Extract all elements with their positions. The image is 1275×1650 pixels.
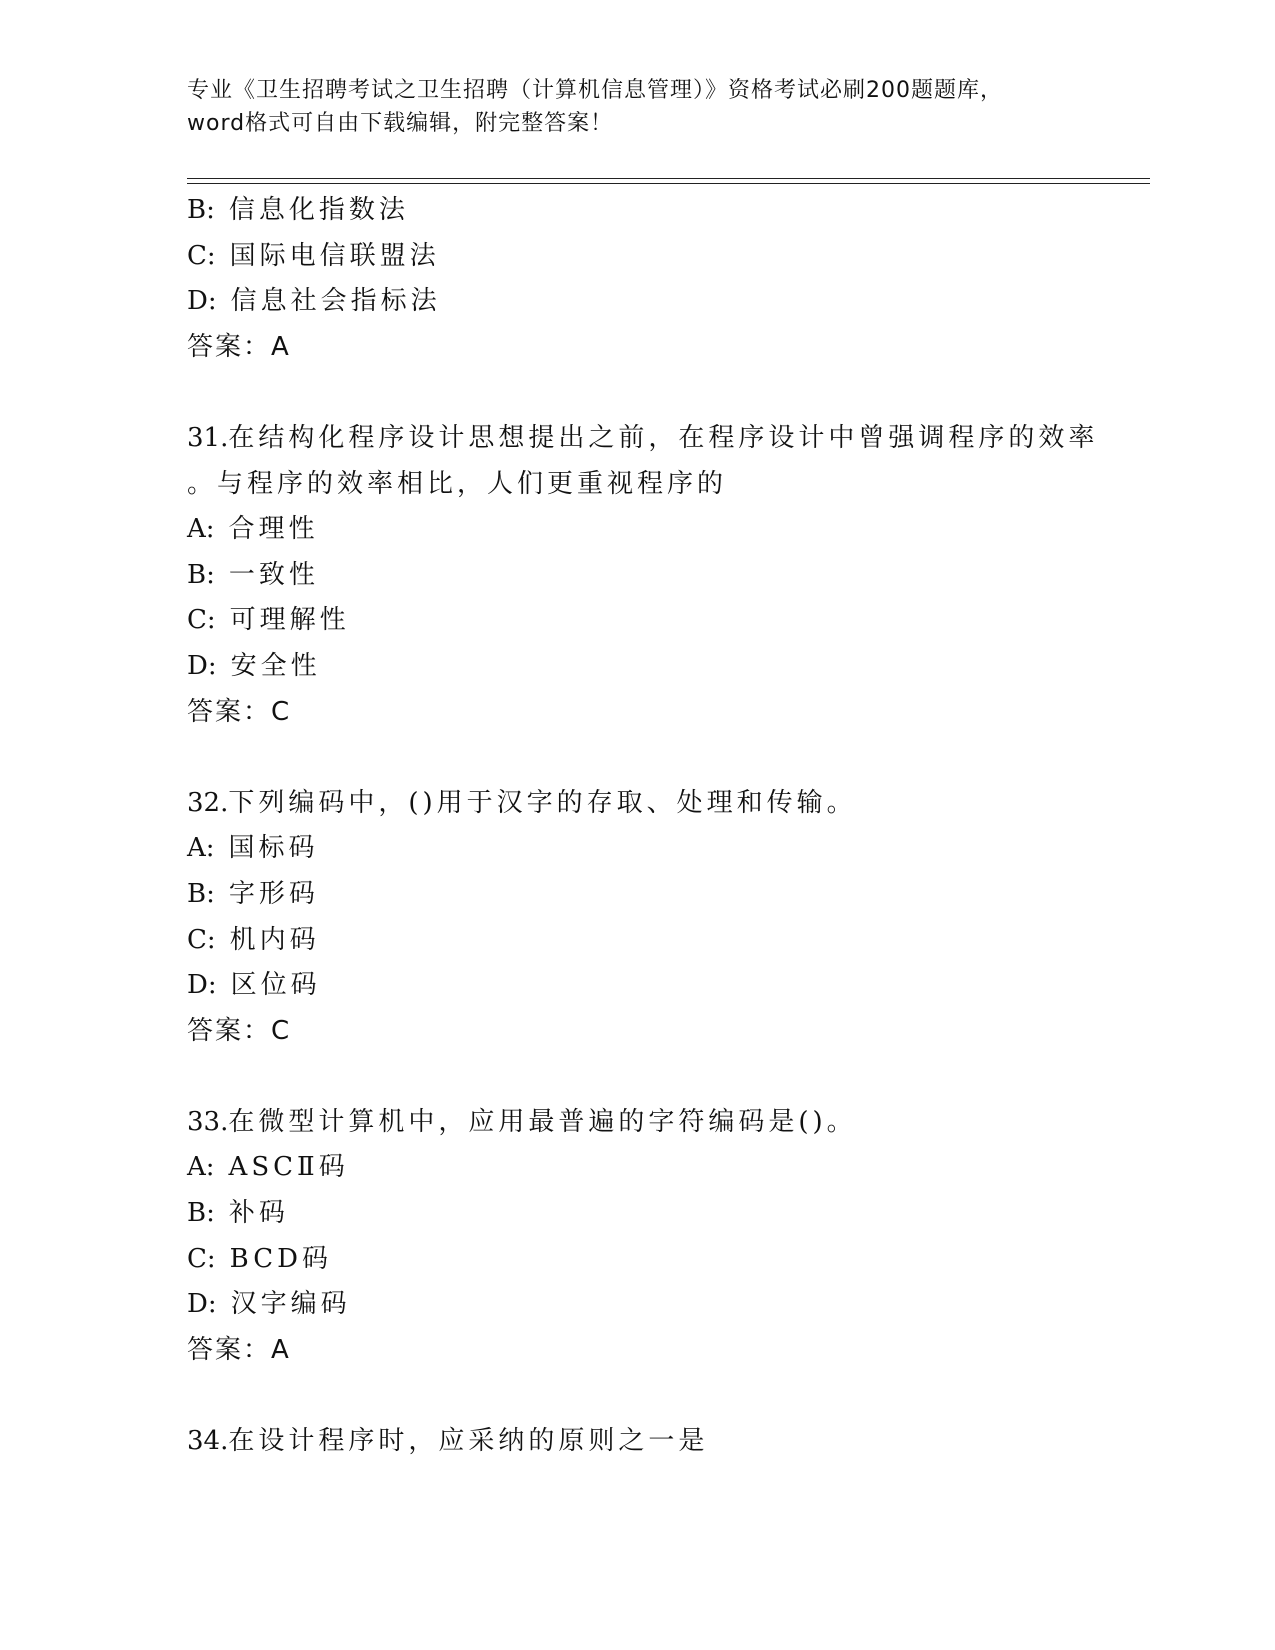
header-line-2: word格式可自由下载编辑，附完整答案！ xyxy=(187,111,614,136)
answer-line: 答案：C xyxy=(187,1015,292,1046)
question-number: 33. xyxy=(187,1106,229,1137)
option-letter: C: xyxy=(187,1243,216,1274)
option-d xyxy=(187,279,1150,325)
option-letter: D: xyxy=(187,650,217,681)
option-d xyxy=(187,1282,1150,1328)
option-text: ASCⅡ码 xyxy=(228,1152,349,1183)
option-letter: A: xyxy=(187,1152,215,1183)
question-33 xyxy=(187,1100,1150,1374)
question-31 xyxy=(187,416,1150,735)
question-stem xyxy=(187,416,1150,462)
option-letter: D: xyxy=(187,970,217,1001)
option-d xyxy=(187,963,1150,1009)
question-stem xyxy=(187,781,1150,827)
option-c xyxy=(187,234,1150,280)
option-b xyxy=(187,872,1150,918)
option-text: 可理解性 xyxy=(229,605,350,636)
option-text: 合理性 xyxy=(228,514,319,545)
answer-line: 答案：A xyxy=(187,331,291,362)
question-list xyxy=(187,188,1150,1465)
option-text: 补码 xyxy=(228,1198,289,1229)
question-text: 在结构化程序设计思想提出之前，在程序设计中曾强调程序的效率 xyxy=(228,422,1099,453)
option-letter: B: xyxy=(187,878,215,909)
option-text: 国标码 xyxy=(228,833,319,864)
spacer xyxy=(187,370,1150,416)
option-text: 字形码 xyxy=(228,878,319,909)
option-text: 区位码 xyxy=(230,970,321,1001)
document-header xyxy=(187,74,1087,140)
question-stem-continued: 。与程序的效率相比，人们更重视程序的 xyxy=(187,468,728,499)
question-30 xyxy=(187,188,1150,370)
header-line-1: 专业《卫生招聘考试之卫生招聘（计算机信息管理）》资格考试必刷200题题库， xyxy=(187,78,1003,103)
question-32 xyxy=(187,781,1150,1055)
option-b xyxy=(187,188,1150,234)
option-letter: A: xyxy=(187,833,215,864)
option-d xyxy=(187,644,1150,690)
option-letter: B: xyxy=(187,559,215,590)
option-a xyxy=(187,507,1150,553)
option-letter: D: xyxy=(187,286,217,317)
option-text: 国际电信联盟法 xyxy=(229,240,440,271)
question-number: 32. xyxy=(187,787,229,818)
question-text: 在设计程序时，应采纳的原则之一是 xyxy=(228,1426,709,1457)
option-letter: C: xyxy=(187,605,216,636)
option-letter: A: xyxy=(187,514,215,545)
question-stem xyxy=(187,1419,1150,1465)
option-b xyxy=(187,1191,1150,1237)
answer-line: 答案：C xyxy=(187,696,292,727)
option-text: 信息社会指标法 xyxy=(230,286,441,317)
question-stem xyxy=(187,1100,1150,1146)
option-c xyxy=(187,918,1150,964)
option-text: 机内码 xyxy=(229,924,320,955)
option-letter: C: xyxy=(187,240,216,271)
spacer xyxy=(187,1054,1150,1100)
question-text: 下列编码中，()用于汉字的存取、处理和传输。 xyxy=(228,787,857,818)
option-a xyxy=(187,1145,1150,1191)
question-number: 31. xyxy=(187,422,229,453)
option-text: 一致性 xyxy=(228,559,319,590)
option-letter: B: xyxy=(187,195,215,225)
option-letter: C: xyxy=(187,924,216,955)
option-text: 安全性 xyxy=(230,650,321,681)
option-text: 信息化指数法 xyxy=(228,195,409,225)
option-c xyxy=(187,598,1150,644)
spacer xyxy=(187,735,1150,781)
option-a xyxy=(187,826,1150,872)
question-34 xyxy=(187,1419,1150,1465)
question-text: 在微型计算机中，应用最普遍的字符编码是()。 xyxy=(228,1106,857,1137)
option-c xyxy=(187,1237,1150,1283)
option-text: 汉字编码 xyxy=(230,1289,351,1320)
answer-line: 答案：A xyxy=(187,1334,291,1365)
spacer xyxy=(187,1373,1150,1419)
option-letter: D: xyxy=(187,1289,217,1320)
option-letter: B: xyxy=(187,1198,215,1229)
question-number: 34. xyxy=(187,1426,229,1457)
header-divider xyxy=(187,178,1150,184)
option-b xyxy=(187,553,1150,599)
option-text: BCD码 xyxy=(229,1243,332,1274)
